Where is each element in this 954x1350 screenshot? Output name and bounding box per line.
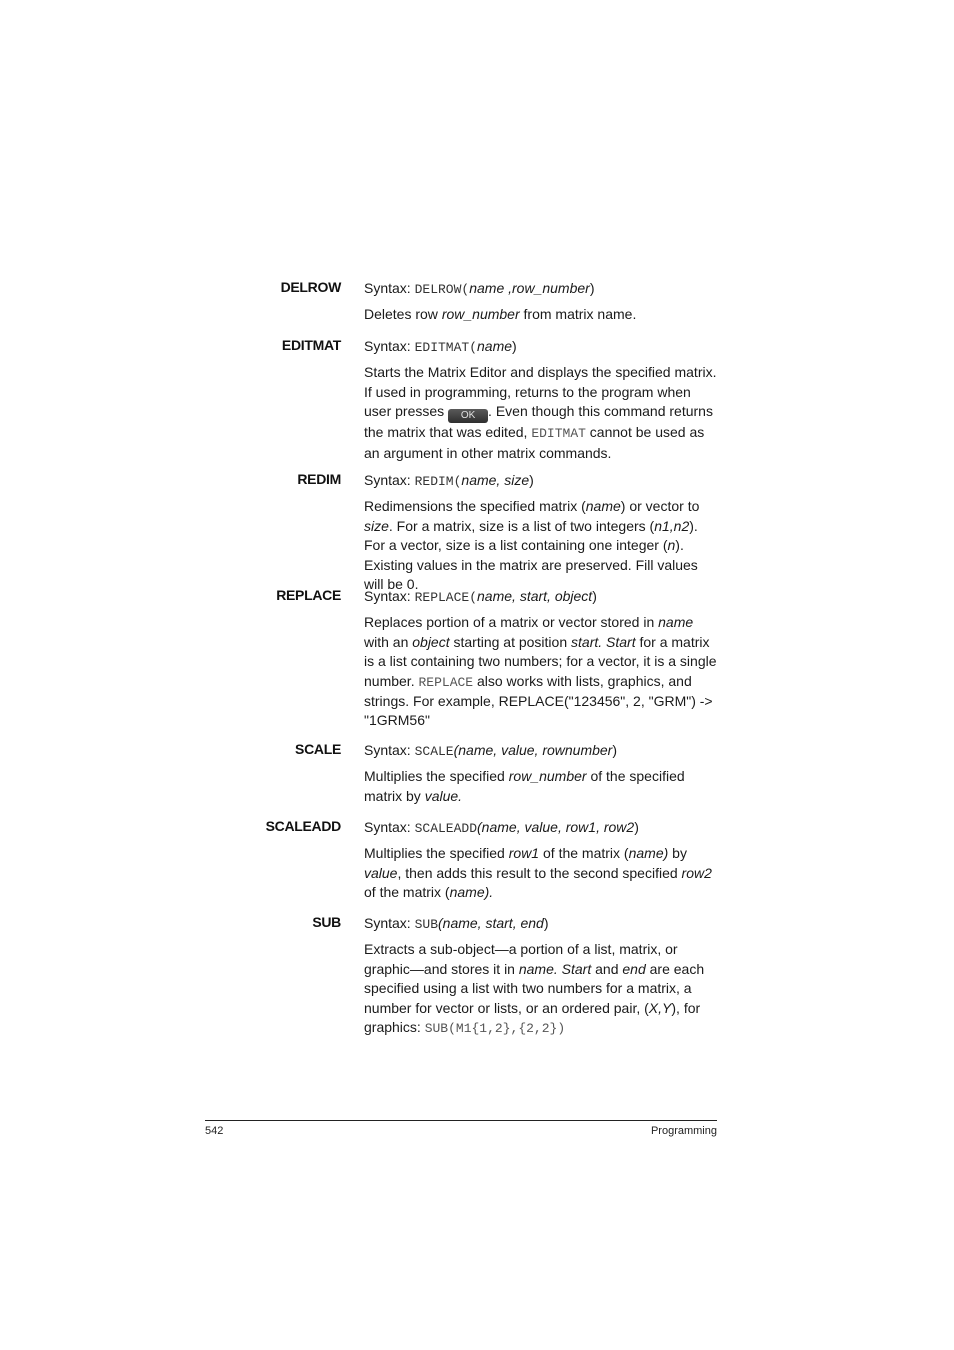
- desc-italic: n: [667, 537, 676, 554]
- desc-text: for a matrix is a list containing two numbers; for a vector, it is a single number.: [364, 633, 717, 689]
- term-heading: EDITMAT: [281, 337, 341, 353]
- entry-body: [364, 741, 720, 806]
- desc-italic: end: [622, 960, 646, 977]
- desc-command: EDITMAT: [531, 426, 586, 442]
- term-heading: SUB: [312, 914, 341, 930]
- syntax-label: Syntax:: [364, 588, 415, 604]
- syntax-close: ): [512, 338, 517, 354]
- syntax-line: [364, 471, 720, 491]
- syntax-line: [364, 914, 720, 934]
- desc-text: ). For a vector, size is a list containing one integer (: [364, 517, 698, 554]
- desc-italic: name).: [449, 884, 494, 901]
- desc-text: Multiplies the specified: [364, 845, 509, 862]
- description: [364, 497, 720, 594]
- desc-italic: row_number: [508, 768, 587, 785]
- description: [364, 767, 720, 806]
- desc-italic: name. Start: [518, 960, 592, 977]
- syntax-line: [364, 741, 720, 761]
- syntax-command: SUB: [414, 917, 438, 932]
- desc-text: ), for graphics:: [364, 999, 701, 1036]
- syntax-args: (name, start, end: [438, 915, 544, 931]
- desc-command: SUB(M1{1,2},{2,2}): [424, 1021, 566, 1037]
- desc-text: of the matrix (: [539, 845, 629, 862]
- footer-rule: [205, 1120, 717, 1121]
- description: [364, 613, 720, 730]
- syntax-command: DELROW(: [414, 282, 470, 297]
- description: [364, 844, 720, 902]
- syntax-args: name: [477, 338, 513, 354]
- desc-italic: row2: [681, 864, 712, 881]
- desc-italic: X,Y: [648, 999, 672, 1016]
- ok-key-icon: OK: [448, 409, 488, 423]
- syntax-label: Syntax:: [364, 742, 415, 758]
- desc-italic: value.: [424, 787, 463, 804]
- desc-text: are each specified using a list with two numbers for a matrix, a number for vector or lists, or an ordered pair, (: [364, 960, 705, 1016]
- term-heading: REPLACE: [276, 587, 341, 603]
- syntax-command: REPLACE(: [414, 590, 478, 605]
- syntax-close: ): [589, 280, 595, 296]
- syntax-label: Syntax:: [364, 338, 415, 354]
- desc-text: Multiplies the specified: [364, 768, 509, 785]
- term-heading: DELROW: [280, 279, 341, 295]
- desc-text: Extracts a sub-object—a portion of a list, matrix, or graphic—and stores it in: [364, 941, 678, 977]
- desc-italic: n1,n2: [654, 517, 690, 534]
- entry-body: [364, 587, 720, 731]
- syntax-label: Syntax:: [364, 915, 415, 931]
- desc-text: and: [591, 960, 623, 977]
- desc-text: starting at position: [449, 633, 572, 650]
- syntax-line: [364, 587, 720, 607]
- syntax-close: ): [612, 742, 618, 758]
- desc-text: with an: [364, 633, 413, 650]
- page-number: 542: [205, 1125, 224, 1137]
- entry-body: [364, 914, 720, 1038]
- desc-text: , then adds this result to the second specified: [397, 864, 682, 881]
- desc-text: of the specified matrix by: [364, 768, 685, 804]
- syntax-args: name, size: [461, 472, 530, 488]
- description: [364, 305, 720, 324]
- syntax-command: SCALE: [414, 744, 454, 759]
- syntax-close: ): [529, 472, 534, 488]
- entry-body: [364, 337, 720, 463]
- syntax-args: (name, value, row1, row2: [477, 819, 635, 835]
- desc-italic: size: [364, 517, 389, 534]
- desc-text: Redimensions the specified matrix (: [364, 498, 586, 515]
- desc-text: by: [668, 845, 687, 862]
- desc-italic: row_number: [441, 306, 520, 323]
- syntax-command: SCALEADD: [414, 821, 478, 836]
- desc-text: . Even though this command returns the matrix that was edited,: [364, 403, 713, 441]
- desc-italic: value: [364, 864, 398, 881]
- syntax-label: Syntax:: [364, 819, 415, 835]
- syntax-label: Syntax:: [364, 472, 415, 488]
- syntax-close: ): [592, 588, 597, 604]
- desc-italic: name): [628, 845, 669, 862]
- entry-body: [364, 471, 720, 594]
- term-heading: REDIM: [297, 471, 341, 487]
- desc-text: ) or vector to: [620, 498, 700, 515]
- syntax-command: EDITMAT(: [414, 340, 478, 355]
- desc-text: . For a matrix, size is a list of two integers (: [388, 517, 655, 534]
- desc-text: Deletes row: [364, 306, 442, 323]
- desc-text: cannot be used as an argument in other matrix commands.: [364, 424, 705, 461]
- syntax-close: ): [634, 819, 639, 835]
- desc-text: Starts the Matrix Editor and displays the specified matrix. If used in programming, returns to the program when user presses: [364, 364, 717, 420]
- entry-body: [364, 818, 720, 903]
- desc-command: REPLACE: [418, 674, 474, 690]
- description: [364, 940, 720, 1038]
- syntax-args: name ,row_number: [469, 280, 590, 296]
- desc-italic: row1: [508, 845, 540, 862]
- syntax-close: ): [543, 915, 549, 931]
- term-heading: SCALE: [295, 741, 341, 757]
- desc-text: from matrix name.: [519, 306, 637, 323]
- description: [364, 363, 720, 463]
- desc-text: ). Existing values in the matrix are preserved. Fill values will be 0.: [364, 537, 698, 593]
- syntax-line: [364, 337, 720, 357]
- term-heading: SCALEADD: [265, 818, 341, 834]
- syntax-command: REDIM(: [414, 474, 462, 489]
- syntax-line: [364, 279, 720, 299]
- desc-italic: start. Start: [571, 633, 636, 650]
- desc-text: Replaces portion of a matrix or vector stored in: [364, 614, 659, 631]
- desc-text: of the matrix (: [364, 884, 450, 901]
- entry-body: [364, 279, 720, 325]
- desc-italic: object: [412, 633, 450, 650]
- syntax-label: Syntax:: [364, 280, 415, 296]
- syntax-args: name, start, object: [477, 588, 593, 604]
- syntax-line: [364, 818, 720, 838]
- desc-italic: name: [585, 498, 621, 515]
- desc-text: also works with lists, graphics, and strings. For example, REPLACE("123456", 2, "GRM") -> "1GRM56": [364, 672, 713, 729]
- syntax-args: (name, value, rownumber: [453, 742, 613, 758]
- chapter-title: Programming: [650, 1125, 717, 1137]
- desc-italic: name: [658, 614, 694, 631]
